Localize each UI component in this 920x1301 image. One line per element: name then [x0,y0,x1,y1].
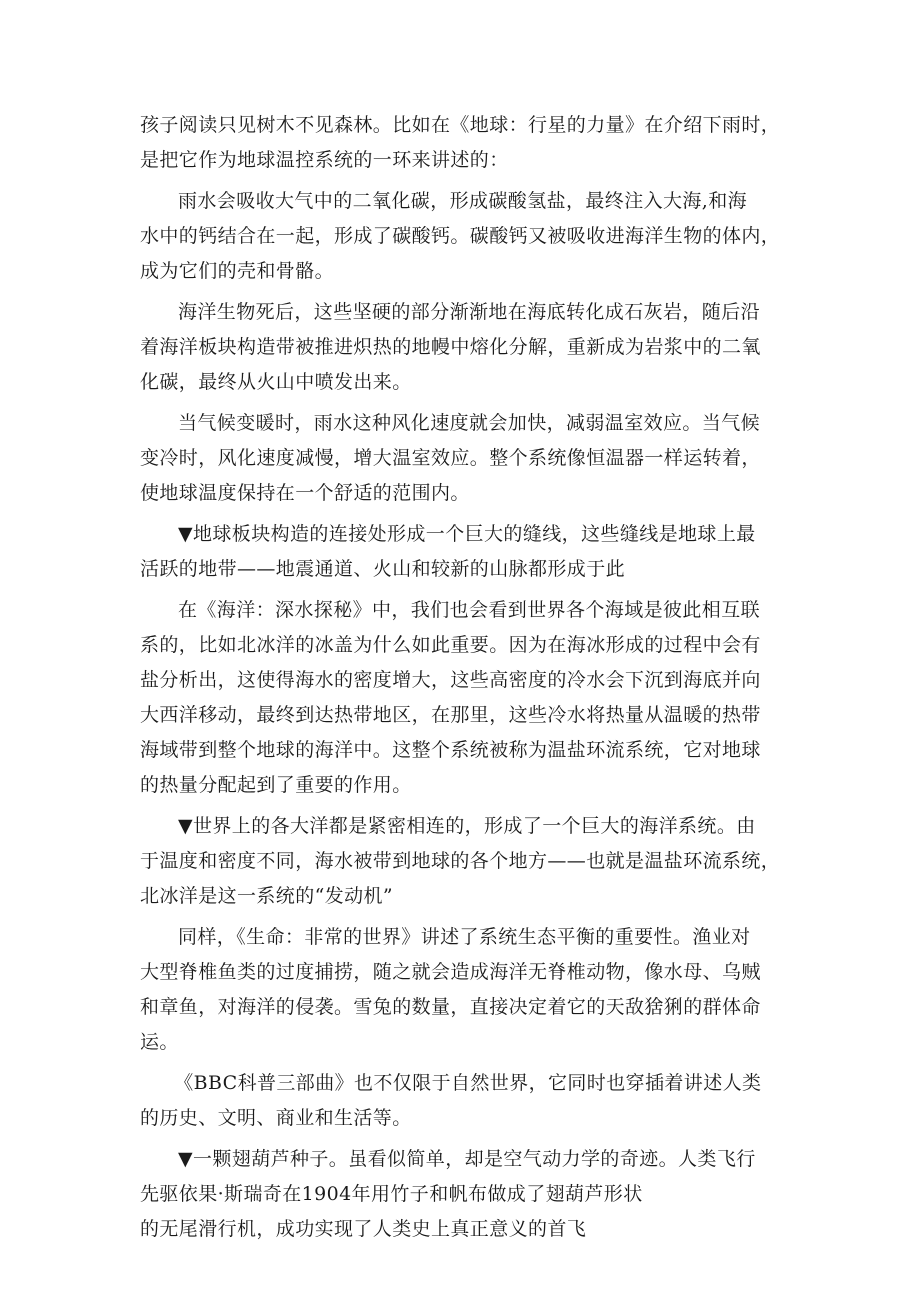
text-line: 海域带到整个地球的海洋中。这整个系统被称为温盐环流系统，它对地球 [140,739,761,761]
text-line: 大型脊椎鱼类的过度捕捞，随之就会造成海洋无脊椎动物，像水母、乌贼 [140,961,761,983]
text-line: ▼世界上的各大洋都是紧密相连的，形成了一个巨大的海洋系统。由 [178,815,756,837]
paragraph-ocean [140,593,792,803]
text-line: 当气候变暖时，雨水这种风化速度就会加快，减弱温室效应。当气候 [178,412,761,434]
text-line: 的无尾滑行机，成功实现了人类史上真正意义的首飞 [140,1218,587,1240]
text-line: ▼一颗翅葫芦种子。虽看似简单，却是空气动力学的奇迹。人类飞行 [178,1148,756,1170]
text-line: 《BBC科普三部曲》也不仅限于自然世界，它同时也穿插着讲述人类 [174,1072,762,1094]
paragraph-rain-carbon [140,184,792,289]
text-line: 孩子阅读只见树木不见森林。比如在《地球：行星的力量》在介绍下雨时， [140,114,781,136]
text-line: 系的，比如北冰洋的冰盖为什么如此重要。因为在海冰形成的过程中会有 [140,634,761,656]
paragraph-caption-oceans [140,809,792,914]
text-line: 水中的钙结合在一起，形成了碳酸钙。碳酸钙又被吸收进海洋生物的体内， [140,225,781,247]
text-line: 运。 [140,1031,179,1053]
text-line: 化碳，最终从火山中喷发出来。 [140,371,412,393]
text-line: 于温度和密度不同，海水被带到地球的各个地方——也就是温盐环流系统， [140,850,781,872]
text-line: 变冷时，风化速度减慢，增大温室效应。整个系统像恒温器一样运转着， [140,447,761,469]
text-line: 使地球温度保持在一个舒适的范围内。 [140,482,470,504]
paragraph-caption-plates [140,517,792,587]
document-page [140,108,792,1253]
text-line: 先驱依果·斯瑞奇在1904年用竹子和帆布做成了翅葫芦形状 [140,1183,643,1205]
text-line: ▼地球板块构造的连接处形成一个巨大的缝线，这些缝线是地球上最 [178,523,756,545]
paragraph-limestone [140,295,792,400]
paragraph-intro [140,108,792,178]
text-line: 大西洋移动，最终到达热带地区，在那里，这些冷水将热量从温暖的热带 [140,704,761,726]
text-line: 和章鱼，对海洋的侵袭。雪兔的数量，直接决定着它的天敌猞猁的群体命 [140,996,761,1018]
text-line: 在《海洋：深水探秘》中，我们也会看到世界各个海域是彼此相互联 [178,599,761,621]
text-line: 雨水会吸收大气中的二氧化碳，形成碳酸氢盐，最终注入大海,和海 [178,190,748,212]
paragraph-life [140,920,792,1060]
text-line: 的热量分配起到了重要的作用。 [140,774,412,796]
paragraph-caption-seed [140,1142,792,1247]
paragraph-bbc-trilogy [140,1066,792,1136]
text-line: 是把它作为地球温控系统的一环来讲述的： [140,149,509,171]
text-line: 的历史、文明、商业和生活等。 [140,1107,412,1129]
text-line: 盐分析出，这使得海水的密度增大，这些高密度的冷水会下沉到海底并向 [140,669,761,691]
text-line: 海洋生物死后，这些坚硬的部分渐渐地在海底转化成石灰岩，随后沿 [178,301,761,323]
text-line: 着海洋板块构造带被推进炽热的地幔中熔化分解，重新成为岩浆中的二氧 [140,336,761,358]
text-line: 北冰洋是这一系统的“发动机” [140,885,394,907]
text-line: 同样，《生命：非常的世界》讲述了系统生态平衡的重要性。渔业对 [178,926,751,948]
paragraph-thermostat [140,406,792,511]
text-line: 成为它们的壳和骨骼。 [140,260,335,282]
text-line: 活跃的地带——地震通道、火山和较新的山脉都形成于此 [140,558,626,580]
